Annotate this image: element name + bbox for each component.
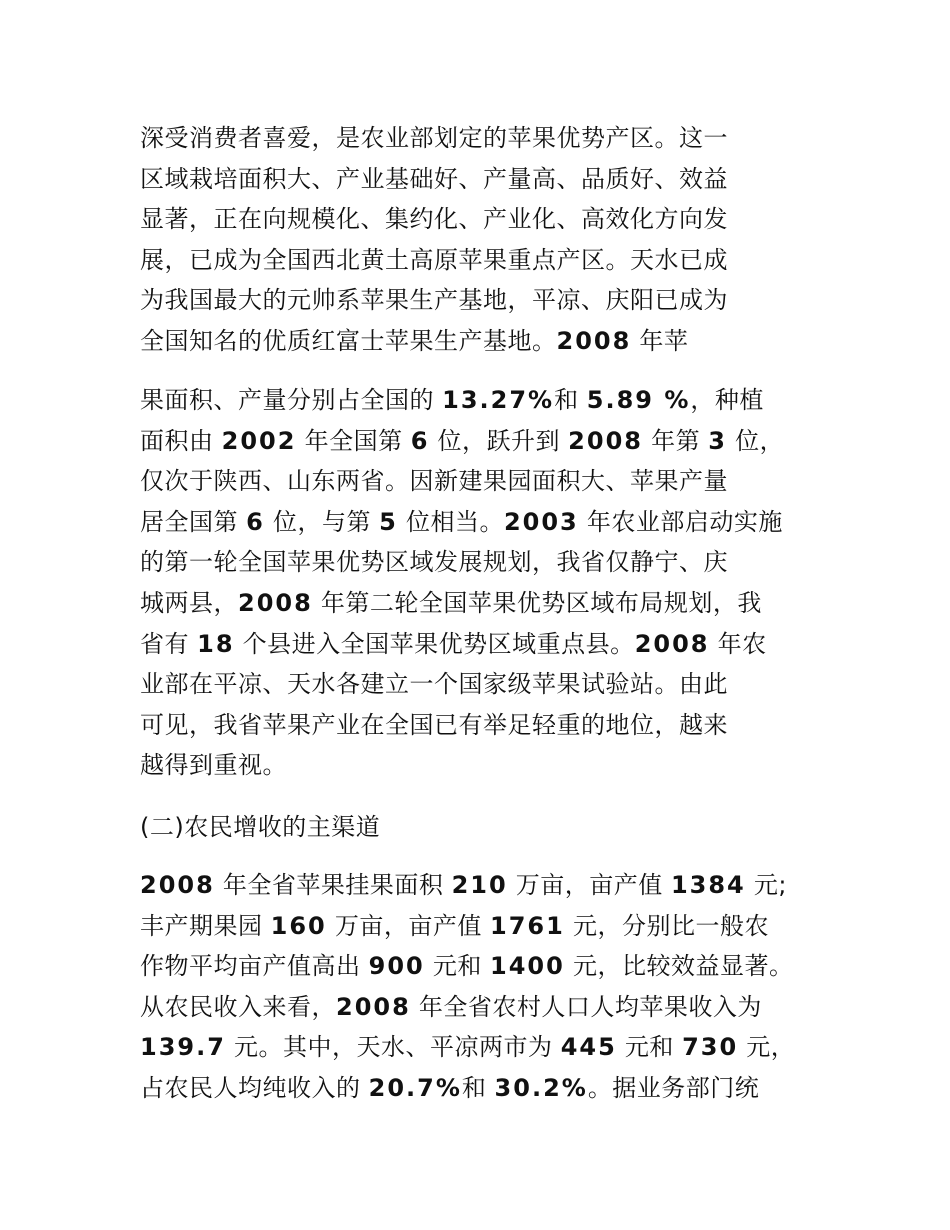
numeric-value: 2008	[634, 629, 710, 658]
text-run: 显著，正在向规模化、集约化、产业化、高效化方向发	[140, 205, 728, 234]
text-run: 年全省农村人口人均苹果收入为	[410, 992, 762, 1021]
text-line	[140, 624, 820, 665]
text-line	[140, 159, 820, 200]
text-run: 位，与第	[264, 507, 380, 536]
text-run: 年农	[709, 629, 767, 658]
text-run: 元。其中，天水、平凉两市为	[225, 1033, 561, 1062]
text-run: 省有	[140, 629, 198, 658]
numeric-value: 30.2%	[494, 1073, 588, 1102]
text-run: 和	[554, 386, 587, 414]
text-run: 城两县，	[140, 588, 238, 617]
numeric-value: 900	[368, 952, 425, 981]
text-run: 。据业务部门统	[587, 1073, 760, 1102]
text-run: (二)农民增收的主渠道	[140, 813, 381, 841]
text-run: 个县进入全国苹果优势区域重点县。	[234, 629, 635, 658]
numeric-value: 2008	[238, 588, 313, 617]
numeric-value: 1400	[490, 952, 565, 981]
text-run: 年苹	[631, 326, 689, 355]
numeric-value: 2008	[556, 326, 632, 355]
numeric-value: 139.7	[140, 1033, 226, 1062]
text-line	[140, 118, 820, 159]
text-run: 元;	[745, 871, 787, 899]
text-run: 居全国第	[140, 507, 247, 536]
text-line	[140, 987, 820, 1028]
numeric-value: 6	[410, 426, 430, 455]
numeric-value: 2002	[221, 426, 297, 455]
text-line	[140, 1027, 820, 1068]
text-run: 元，	[738, 1033, 796, 1062]
text-run: 位相当。	[397, 507, 504, 536]
text-line	[140, 421, 820, 462]
text-run: 元，比较效益显著。	[564, 952, 794, 981]
text-run: 占农民人均纯收入的	[140, 1073, 369, 1102]
text-run: 业部在平凉、天水各建立一个国家级苹果试验站。由此	[140, 670, 728, 699]
text-line	[140, 906, 820, 947]
numeric-value: 445	[560, 1033, 617, 1062]
text-run: 作物平均亩产值高出	[140, 952, 369, 981]
text-line	[140, 240, 820, 281]
numeric-value: 5.89 %	[586, 386, 691, 414]
text-line	[140, 280, 820, 321]
text-line	[140, 705, 820, 746]
numeric-value: 5	[379, 507, 398, 536]
text-run: 从农民收入来看，	[140, 992, 336, 1021]
paragraph-apple-advantage-region	[140, 118, 820, 362]
text-run: 全国知名的优质红富士苹果生产基地。	[140, 326, 557, 355]
numeric-value: 20.7%	[368, 1073, 462, 1102]
text-run: 年第	[642, 426, 709, 455]
text-run: 位，	[726, 426, 785, 455]
numeric-value: 1761	[490, 911, 565, 940]
paragraph-farmer-income	[140, 865, 820, 1109]
text-run: 年农业部启动实施	[578, 507, 783, 536]
text-line	[140, 946, 820, 987]
text-run: 和	[461, 1073, 495, 1102]
text-run: 万亩，亩产值	[507, 871, 671, 899]
text-run: 万亩，亩产值	[326, 911, 491, 940]
text-line	[140, 745, 820, 786]
numeric-value: 730	[682, 1033, 739, 1062]
numeric-value: 18	[197, 629, 235, 658]
text-run: 元和	[424, 952, 491, 981]
text-line	[140, 380, 820, 421]
text-run: 面积由	[140, 426, 222, 455]
numeric-value: 2008	[140, 871, 215, 899]
text-run: 丰产期果园	[140, 911, 271, 940]
text-run: 年全国第	[296, 426, 411, 455]
numeric-value: 1384	[670, 871, 746, 899]
numeric-value: 160	[270, 911, 327, 940]
text-run: 位，跃升到	[429, 426, 569, 455]
text-run: 可见，我省苹果产业在全国已有举足轻重的地位，越来	[140, 710, 728, 739]
numeric-value: 2008	[336, 992, 411, 1021]
text-line	[140, 664, 820, 705]
text-line	[140, 461, 820, 502]
text-line	[140, 807, 820, 848]
text-run: 仅次于陕西、山东两省。因新建果园面积大、苹果产量	[140, 467, 728, 496]
text-run: 深受消费者喜爱，是农业部划定的苹果优势产区。这一	[140, 124, 728, 152]
section-heading-income	[140, 807, 820, 848]
text-run: 果面积、产量分别占全国的	[140, 386, 443, 414]
text-line	[140, 502, 820, 543]
numeric-value: 13.27%	[442, 386, 555, 414]
text-run: ，种植	[690, 386, 764, 414]
text-run: 年第二轮全国苹果优势区域布局规划，我	[312, 588, 762, 617]
text-run: 的第一轮全国苹果优势区域发展规划，我省仅静宁、庆	[140, 548, 728, 577]
text-line	[140, 542, 820, 583]
numeric-value: 6	[246, 507, 265, 536]
paragraph-apple-area-ranking	[140, 380, 820, 786]
text-run: 区域栽培面积大、产业基础好、产量高、品质好、效益	[140, 164, 728, 193]
numeric-value: 210	[451, 871, 508, 899]
numeric-value: 3	[708, 426, 727, 455]
text-line	[140, 865, 820, 906]
text-line	[140, 583, 820, 624]
numeric-value: 2003	[503, 507, 579, 536]
text-line	[140, 1068, 820, 1109]
text-run: 元和	[616, 1033, 683, 1062]
text-line	[140, 321, 820, 362]
text-line	[140, 199, 820, 240]
text-run: 年全省苹果挂果面积	[214, 871, 452, 899]
text-run: 为我国最大的元帅系苹果生产基地，平凉、庆阳已成为	[140, 286, 728, 315]
text-run: 越得到重视。	[140, 751, 287, 780]
numeric-value: 2008	[568, 426, 643, 455]
text-run: 元，分别比一般农	[564, 911, 769, 940]
text-run: 展，已成为全国西北黄土高原苹果重点产区。天水已成	[140, 245, 728, 274]
